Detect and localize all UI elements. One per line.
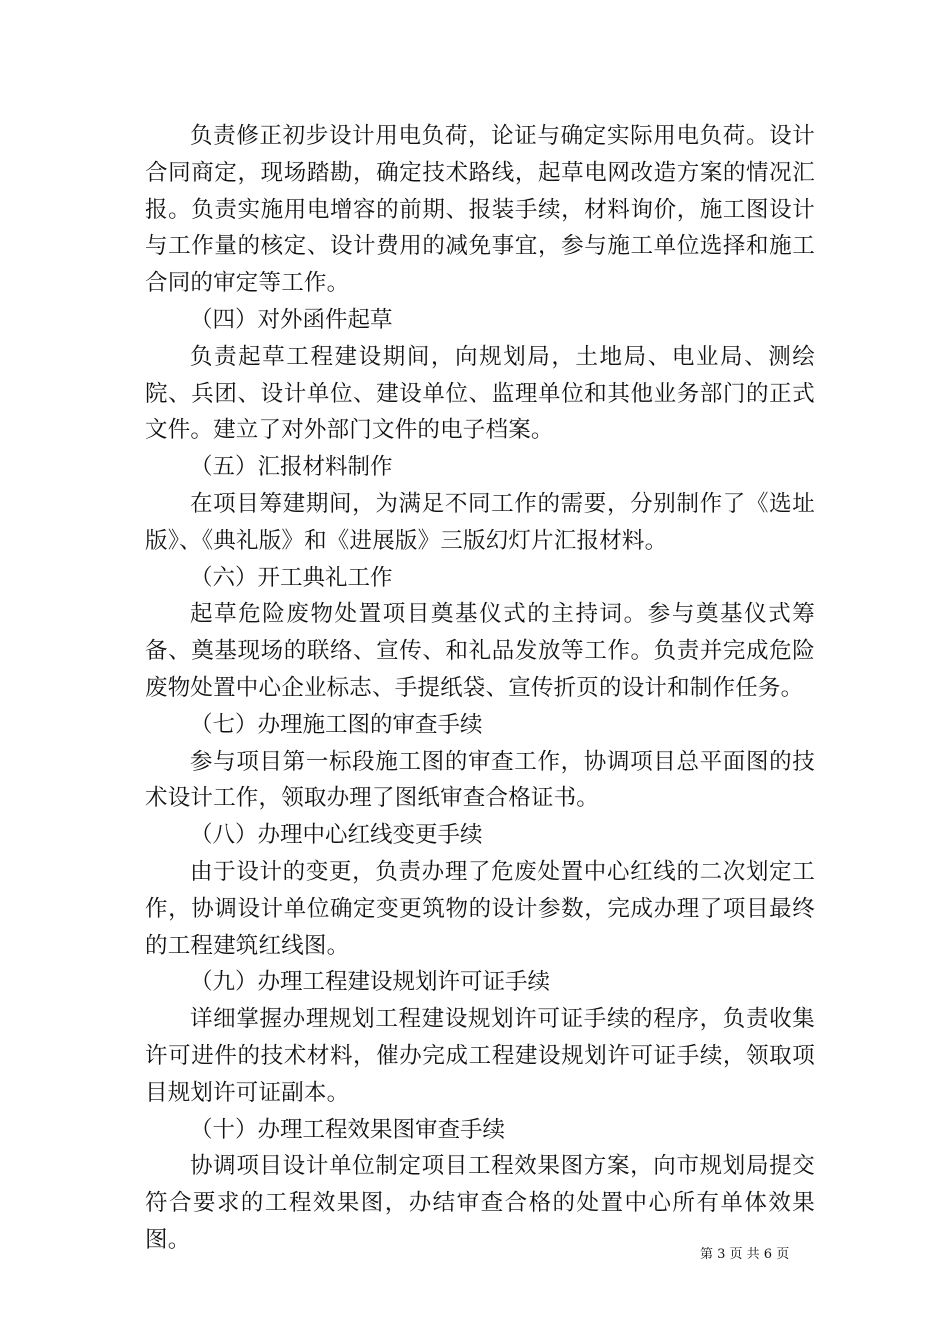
- paragraph-external-letters: 负责起草工程建设期间，向规划局，土地局、电业局、测绘院、兵团、设计单位、建设单位、监理单位和其他业务部门的正式文件。建立了对外部门文件的电子档案。: [145, 343, 815, 444]
- document-body: [145, 118, 815, 1259]
- paragraph-power-load: 负责修正初步设计用电负荷，论证与确定实际用电负荷。设计合同商定，现场踏勘，确定技术路线，起草电网改造方案的情况汇报。负责实施用电增容的前期、报装手续，材料询价，施工图设计与工作量的核定、设计费用的减免事宜，参与施工单位选择和施工合同的审定等工作。: [145, 123, 815, 297]
- section-heading-6: （六）开工典礼工作: [190, 564, 393, 591]
- paragraph-planning-permit: 详细掌握办理规划工程建设规划许可证手续的程序，负责收集许可进件的技术材料，催办完成工程建设规划许可证手续，领取项目规划许可证副本。: [145, 1006, 815, 1106]
- paragraph-report-materials: 在项目筹建期间，为满足不同工作的需要，分别制作了《选址版》、《典礼版》和《进展版》三版幻灯片汇报材料。: [145, 490, 815, 554]
- section-heading-10: （十）办理工程效果图审查手续: [190, 1116, 506, 1143]
- section-heading-4: （四）对外函件起草: [190, 306, 393, 333]
- section-heading-8: （八）办理中心红线变更手续: [190, 822, 483, 849]
- paragraph-redline-change: 由于设计的变更，负责办理了危废处置中心红线的二次划定工作，协调设计单位确定变更筑物的设计参数，完成办理了项目最终的工程建筑红线图。: [145, 858, 815, 959]
- section-heading-5: （五）汇报材料制作: [190, 454, 393, 481]
- section-heading-7: （七）办理施工图的审查手续: [190, 711, 483, 738]
- paragraph-drawing-review: 参与项目第一标段施工图的审查工作，协调项目总平面图的技术设计工作，领取办理了图纸审查合格证书。: [145, 748, 815, 812]
- paragraph-groundbreaking: 起草危险废物处置项目奠基仪式的主持词。参与奠基仪式筹备、奠基现场的联络、宣传、和礼品发放等工作。负责并完成危险废物处置中心企业标志、手提纸袋、宣传折页的设计和制作任务。: [145, 601, 815, 701]
- page-number: 第 3 页 共 6 页: [700, 1247, 790, 1262]
- paragraph-rendering-review: 协调项目设计单位制定项目工程效果图方案，向市规划局提交符合要求的工程效果图，办结审查合格的处置中心所有单体效果图。: [145, 1153, 815, 1253]
- section-heading-9: （九）办理工程建设规划许可证手续: [190, 969, 551, 996]
